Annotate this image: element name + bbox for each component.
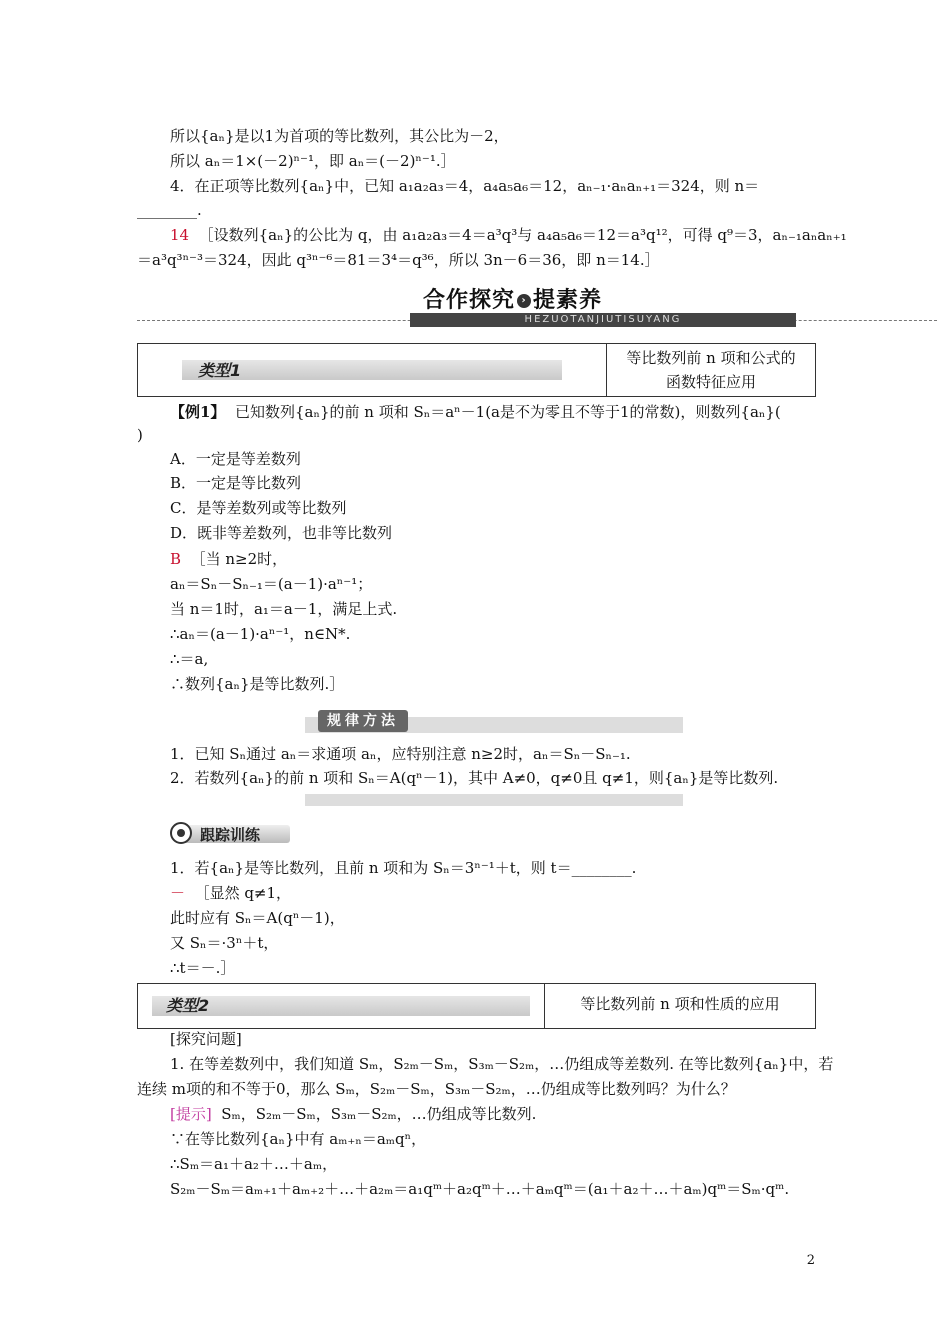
solution-text: ＝a³q³ⁿ⁻³＝324，因此 q³ⁿ⁻⁶＝81＝3⁴＝q³⁶，所以 3n－6＝36，即 n＝14.］ [137, 251, 660, 269]
question-4: 4．在正项等比数列{aₙ}中，已知 a₁a₂a₃＝4，a₄a₅a₆＝12，aₙ₋₁·aₙaₙ₊₁＝324，则 n＝ [170, 177, 760, 195]
track-title: 跟踪训练 [200, 826, 261, 844]
text-line: 所以 aₙ＝1×(－2)ⁿ⁻¹，即 aₙ＝(－2)ⁿ⁻¹.］ [170, 152, 456, 170]
text-line: 所以{aₙ}是以1为首项的等比数列，其公比为－2， [170, 127, 509, 145]
type2-box [137, 983, 816, 1029]
section-title-part1: 合作探究 [423, 288, 516, 313]
answer-value: － [170, 884, 186, 902]
hint-line: S₂ₘ－Sₘ＝aₘ₊₁＋aₘ₊₂＋…＋a₂ₘ＝a₁qᵐ＋a₂qᵐ＋…＋aₘqᵐ＝(a₁＋a₂＋…＋aₘ)qᵐ＝Sₘ·qᵐ. [170, 1180, 790, 1198]
example-label: 【例1】 [170, 403, 226, 421]
example-1-stem [170, 402, 781, 422]
type1-desc-line1: 等比数列前 n 项和公式的 [626, 349, 796, 367]
solution-line: aₙ＝Sₙ－Sₙ₋₁＝(a－1)·aⁿ⁻¹； [170, 575, 373, 593]
solution-line: ∴aₙ＝(a－1)·aⁿ⁻¹，n∈N*. [170, 625, 351, 643]
type1-desc [607, 346, 815, 394]
hint-line: ∴Sₘ＝a₁＋a₂＋…＋aₘ， [170, 1155, 338, 1173]
type1-box [137, 343, 816, 397]
example-text: 已知数列{aₙ}的前 n 项和 Sₙ＝aⁿ－1(a是不为零且不等于1的常数)，则数列{aₙ}( [234, 403, 781, 421]
solution-line: 此时应有 Sₙ＝A(qⁿ－1)， [170, 909, 345, 927]
option-a: A．一定是等差数列 [170, 450, 301, 468]
type2-left [138, 984, 545, 1028]
section-title-part2: 提素养 [533, 288, 603, 313]
answer-4 [170, 225, 847, 245]
option-c: C．是等差数列或等比数列 [170, 499, 347, 517]
solution-line: 又 Sₙ＝·3ⁿ＋t， [170, 934, 279, 952]
law-bottom-bar [305, 794, 683, 806]
page-number: 2 [806, 1253, 815, 1268]
answer-value: B [170, 550, 182, 568]
hint-text: Sₘ，S₂ₘ－Sₘ，S₃ₘ－S₂ₘ，…仍组成等比数列. [221, 1105, 537, 1123]
track-answer [170, 883, 291, 903]
explore-question-cont: 连续 m项的和不等于0，那么 Sₘ，S₂ₘ－Sₘ，S₃ₘ－S₂ₘ，…仍组成等比数列吗？为什么？ [137, 1080, 736, 1098]
solution-text: ［设数列{aₙ}的公比为 q，由 a₁a₂a₃＝4＝a³q³与 a₄a₅a₆＝12＝a³q¹²，可得 q⁹＝3，aₙ₋₁aₙaₙ₊₁ [198, 226, 847, 244]
type2-desc: 等比数列前 n 项和性质的应用 [580, 995, 780, 1013]
option-b: B．一定是等比数列 [170, 474, 302, 492]
solution-text: ［当 n≥2时， [190, 550, 288, 568]
type1-left [138, 344, 607, 396]
track-header [170, 822, 290, 846]
section-pinyin: HEZUOTANJIUTISUYANG [410, 313, 796, 327]
type1-tag: 类型1 [198, 361, 242, 380]
answer-blank: ________. [137, 201, 202, 219]
explore-label: [探究问题] [170, 1030, 242, 1048]
arrow-icon: › [517, 294, 531, 308]
solution-line: ∴t＝－.］ [170, 959, 236, 977]
solution-line: 当 n＝1时，a₁＝a－1，满足上式. [170, 600, 398, 618]
law-rule-1: 1．已知 Sₙ通过 aₙ＝求通项 aₙ，应特别注意 n≥2时，aₙ＝Sₙ－Sₙ₋₁. [170, 745, 631, 763]
track-question-1: 1．若{aₙ}是等比数列，且前 n 项和为 Sₙ＝3ⁿ⁻¹＋t，则 t＝________. [170, 859, 637, 877]
explore-question: 1. 在等差数列中，我们知道 Sₘ，S₂ₘ－Sₘ，S₃ₘ－S₂ₘ，…仍组成等差数列. 在等比数列{aₙ}中，若 [170, 1055, 834, 1073]
example-1-answer [170, 549, 287, 569]
solution-text: ［显然 q≠1， [194, 884, 292, 902]
type2-tag: 类型2 [166, 996, 210, 1015]
solution-line: ∴＝a, [170, 650, 209, 668]
law-title: 规律方法 [318, 710, 408, 732]
answer-value: 14 [170, 226, 190, 244]
section-title [423, 283, 602, 314]
hint-line: ∵在等比数列{aₙ}中有 aₘ₊ₙ＝aₘqⁿ， [170, 1130, 427, 1148]
example-1-stem-cont: ) [137, 426, 143, 444]
option-d: D．既非等差数列，也非等比数列 [170, 524, 393, 542]
hint-line [170, 1104, 536, 1124]
section-header [137, 283, 937, 331]
law-rule-2: 2．若数列{aₙ}的前 n 项和 Sₙ＝A(qⁿ－1)，其中 A≠0，q≠0且 q≠1，则{aₙ}是等比数列. [170, 769, 779, 787]
target-icon [170, 822, 192, 844]
type1-desc-line2: 函数特征应用 [665, 373, 756, 391]
solution-line: ∴数列{aₙ}是等比数列.］ [170, 675, 345, 693]
hint-label: [提示] [170, 1105, 212, 1123]
